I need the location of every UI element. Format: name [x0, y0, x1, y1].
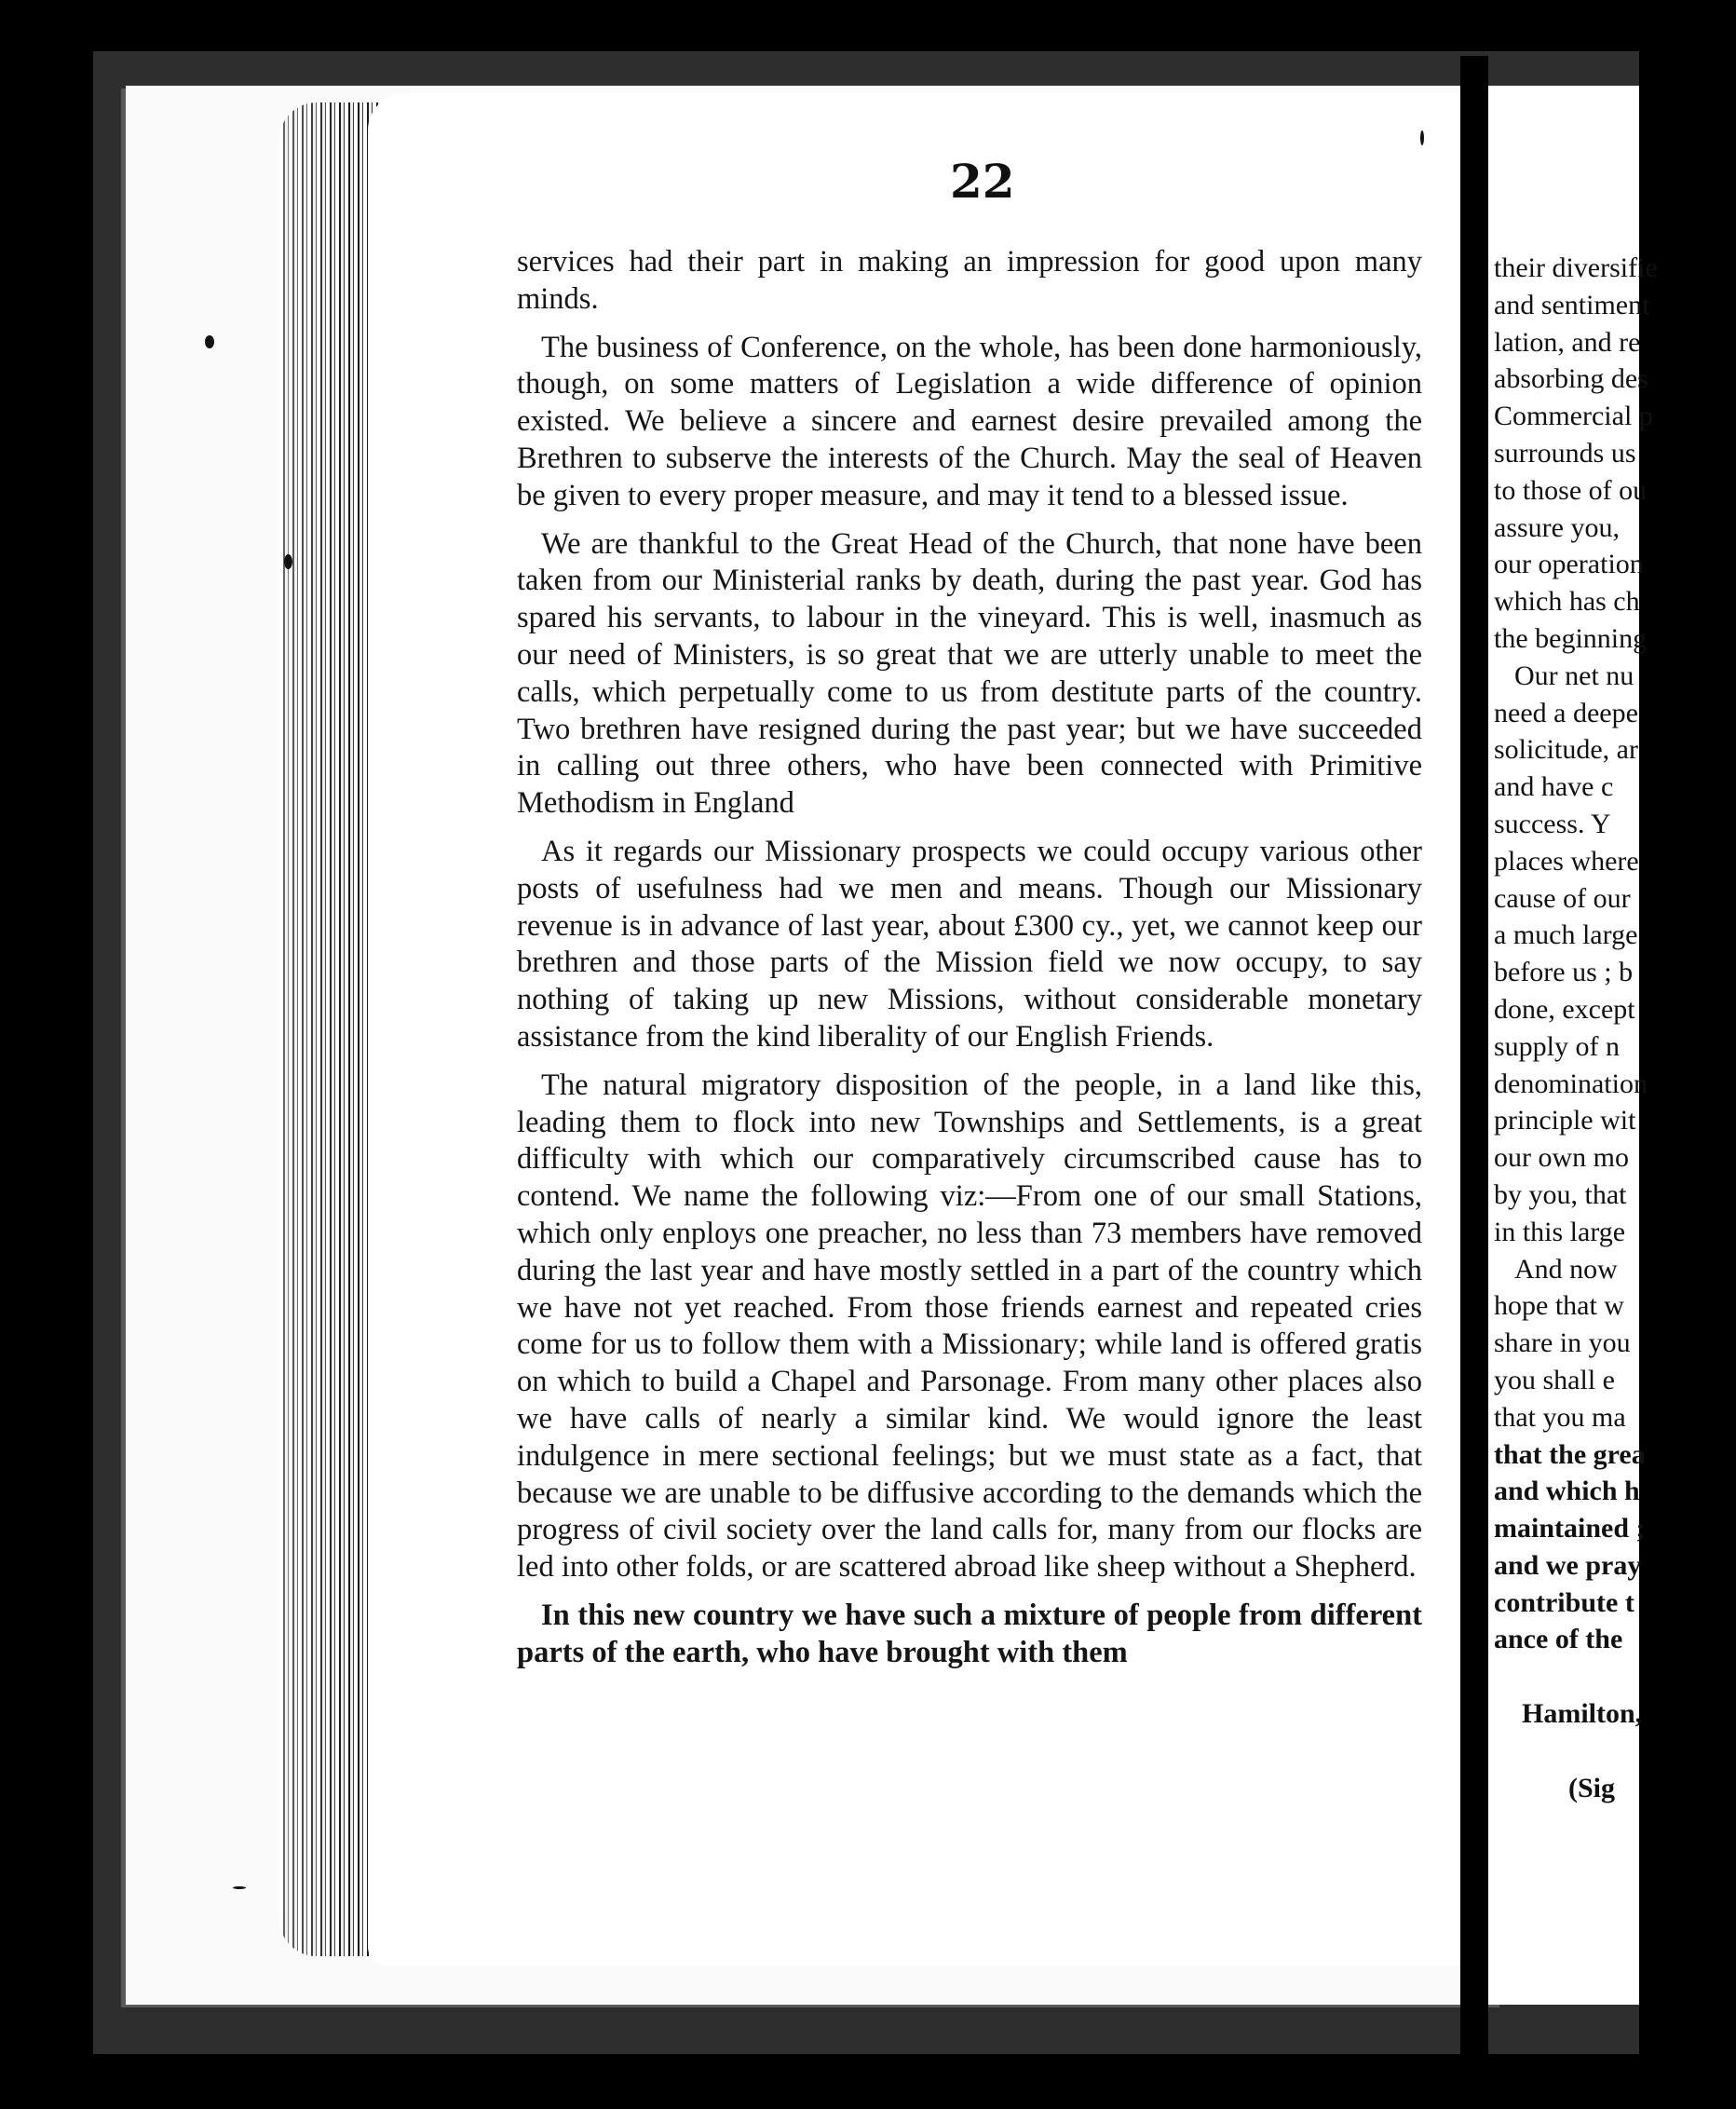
facing-page-line: and we pray [1494, 1549, 1642, 1581]
book-gutter [1460, 56, 1488, 2077]
facing-page-line: before us ; b [1494, 957, 1634, 988]
facing-page-line: you shall e [1494, 1364, 1615, 1395]
facing-page-line: solicitude, ar [1494, 734, 1638, 766]
facing-page [1488, 86, 1658, 2005]
facing-page-line: absorbing des [1494, 363, 1648, 395]
facing-page-line: in this large [1494, 1216, 1626, 1247]
facing-page-line: and have c [1494, 771, 1614, 803]
paragraph-3: We are thankful to the Great Head of the Church, that none have been taken from our Ministerial ranks by death, during the past year. God has spared his servants, to labour in the vineyard. This is well, inasmuch as our need of Ministers, is so great that we are utterly unable to meet the calls, which perpetually come to us from destitute parts of the country. Two brethren have resigned during the past year; but we have succeeded in calling out three others, who have been connected with Primitive Methodism in England [517, 526, 1422, 821]
scan-speck [205, 335, 214, 348]
facing-page-line: and sentiment [1494, 289, 1650, 320]
facing-page-line: to those of ou [1494, 474, 1648, 506]
facing-page-line: surrounds us [1494, 437, 1636, 469]
facing-page-line: principle wit [1494, 1105, 1636, 1136]
facing-page-line: which has ch [1494, 586, 1640, 618]
paragraph-5: The natural migratory disposition of the people, in a land like this, leading them to flock into new Townships and Settlements, is a great difficulty with which our comparatively circumscribed cause has to contend. We name the following viz:—From one of our small Stations, which only enploys one preacher, no less than 73 members have removed during the last year and have mostly settled in a part of the country which we have not yet reached. From those friends earnest and repeated cries come for us to follow them with a Missionary; while land is offered gratis on which to build a Chapel and Parsonage. From many other places also we have calls of nearly a similar kind. We would ignore the least indulgence in mere sectional feelings; but we must state as a fact, that because we are unable to be diffusive according to the demands which the progress of civil society over the land calls for, many from our flocks are led into other folds, or are scattered abroad like sheep without a Shepherd. [517, 1068, 1422, 1585]
facing-page-line: hope that w [1494, 1290, 1624, 1322]
facing-page-line: maintained ; [1494, 1513, 1646, 1544]
facing-page-line: share in you [1494, 1327, 1631, 1359]
page-edges-shade [279, 102, 382, 1956]
facing-page-line: assure you, [1494, 511, 1620, 543]
facing-page-line: places where [1494, 845, 1639, 877]
facing-page-line: Our net nu [1514, 660, 1634, 691]
paragraph-1: services had their part in making an impression for good upon many minds. [517, 245, 1422, 316]
paragraph-2: The business of Conference, on the whole, has been done harmoniously, though, on some matters of Legislation a wide difference of opinion existed. We believe a sincere and earnest desire prevailed among the Brethren to subserve the interests of the Church. May the seal of Heaven be given to every proper measure, and may it tend to a blessed issue. [517, 330, 1422, 512]
facing-page-line: supply of n [1494, 1030, 1620, 1062]
facing-page-line: by you, that [1494, 1178, 1627, 1210]
facing-page-line [1494, 1658, 1736, 1695]
facing-page-line: and which h [1494, 1476, 1640, 1507]
facing-page-line: their diversifie [1494, 252, 1658, 283]
facing-page-line: need a deepe [1494, 697, 1638, 728]
facing-page-line: a much large [1494, 919, 1638, 951]
facing-page-line: our own mo [1494, 1142, 1629, 1174]
facing-page-line: contribute t [1494, 1586, 1634, 1618]
facing-page-line: our operation [1494, 549, 1644, 580]
page-body [517, 244, 1422, 1682]
facing-page-line: the beginning [1494, 622, 1648, 654]
scan-speck [284, 554, 292, 569]
facing-page-line: denomination [1494, 1068, 1648, 1099]
facing-page-line: cause of our [1494, 882, 1631, 914]
facing-page-line: lation, and re [1494, 326, 1641, 358]
facing-page-line: Commercial p [1494, 401, 1653, 432]
facing-page-line: ance of the [1494, 1624, 1623, 1655]
facing-page-line: done, except [1494, 993, 1635, 1025]
facing-page-line: that the grea [1494, 1438, 1646, 1470]
page-number: 22 [950, 154, 1015, 209]
facing-page-line: success. Y [1494, 808, 1611, 839]
facing-page-text [1494, 250, 1736, 1806]
facing-page-line [1494, 1733, 1736, 1770]
paragraph-4: As it regards our Missionary prospects we could occupy various other posts of usefulness had we men and means. Though our Missionary revenue is in advance of last year, about £300 cy., yet, we cannot keep our brethren and those parts of the Mission field we now occupy, to say nothing of taking up new Missions, without considerable monetary assistance from the kind liberality of our English Friends. [517, 834, 1422, 1054]
scan-speck [233, 1886, 246, 1889]
scan-speck [1420, 130, 1424, 145]
facing-page-line: And now [1514, 1253, 1618, 1285]
facing-page-line: that you ma [1494, 1401, 1626, 1433]
facing-page-line: (Sig [1568, 1772, 1616, 1803]
facing-page-line: Hamilton, [1522, 1698, 1643, 1730]
paragraph-6: In this new country we have such a mixture of people from different parts of the earth, who have brought with them [517, 1598, 1422, 1669]
